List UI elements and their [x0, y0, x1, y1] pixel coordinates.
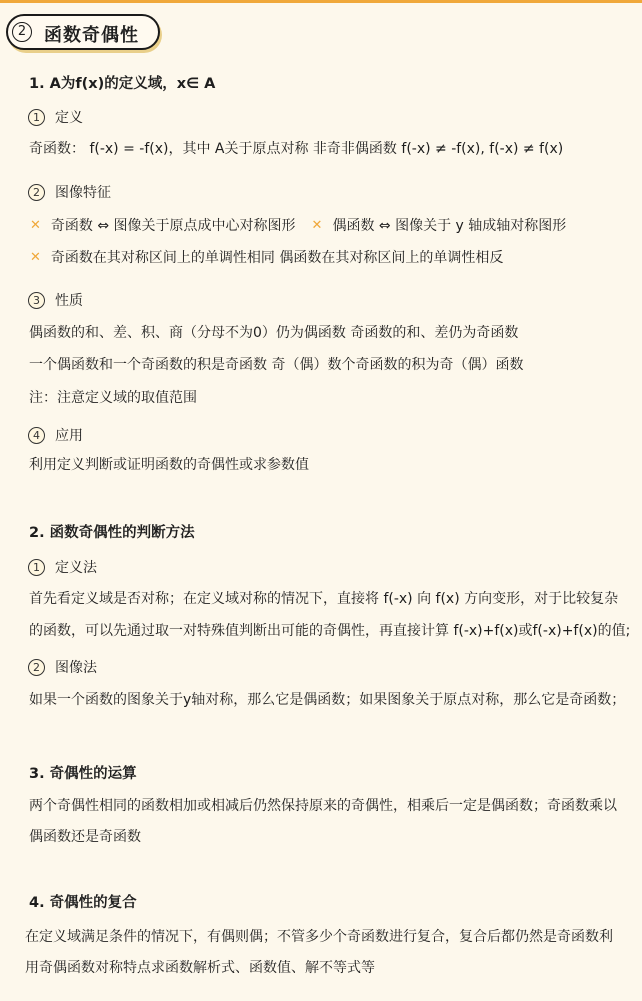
- property-line-1: 偶函数的和、差、积、商（分母不为0）仍为偶函数 奇函数的和、差仍为奇函数: [29, 325, 519, 341]
- subheading-properties: [28, 290, 83, 310]
- subheading-label: 定义: [55, 110, 83, 126]
- graph-method-line-1: 如果一个函数的图象关于y轴对称，那么它是偶函数；如果图象关于原点对称，那么它是奇函数；: [29, 692, 626, 708]
- top-border: [0, 0, 642, 3]
- circle-number: 1: [28, 559, 45, 576]
- title-pill: [6, 14, 160, 50]
- section-2-heading: 2. 函数奇偶性的判断方法: [29, 525, 195, 541]
- feature-even: 偶函数 ⇔ 图像关于 y 轴成轴对称图形: [332, 218, 567, 234]
- subheading-graph-method: [28, 657, 97, 677]
- page-title: 函数奇偶性: [44, 25, 139, 46]
- star-icon: ✕: [30, 217, 41, 233]
- section-1-heading: 1. A为f(x)的定义域，x∈ A: [29, 76, 216, 92]
- section-4-heading: 4. 奇偶性的复合: [29, 895, 137, 911]
- circle-number: 3: [28, 292, 45, 309]
- feature-line-1: [30, 215, 566, 235]
- circle-number: 2: [28, 184, 45, 201]
- definition-method-line-2: 的函数，可以先通过取一对特殊值判断出可能的奇偶性，再直接计算 f(-x)+f(x)或f(-x)+f(x)的值;: [29, 623, 631, 639]
- title-number: 2: [12, 22, 32, 42]
- star-icon: ✕: [311, 217, 323, 233]
- subheading-label: 图像特征: [55, 185, 111, 201]
- circle-number: 4: [28, 427, 45, 444]
- subheading-definition: [28, 107, 83, 127]
- composition-line-2: 用奇偶函数对称特点求函数解析式、函数值、解不等式等: [25, 960, 375, 976]
- definition-method-line-1: 首先看定义域是否对称；在定义域对称的情况下，直接将 f(-x) 向 f(x) 方向变形，对于比较复杂: [29, 591, 619, 607]
- circle-number: 1: [28, 109, 45, 126]
- subheading-label: 应用: [55, 428, 83, 444]
- subheading-definition-method: [28, 557, 97, 577]
- composition-line-1: 在定义域满足条件的情况下，有偶则偶；不管多少个奇函数进行复合，复合后都仍然是奇函数利: [25, 929, 613, 945]
- feature-line-2: [30, 247, 503, 267]
- subheading-application: [28, 425, 83, 445]
- definition-text: 奇函数： f(-x) = -f(x)，其中 A关于原点对称 非奇非偶函数 f(-x) ≠ -f(x), f(-x) ≠ f(x): [29, 141, 564, 157]
- subheading-label: 图像法: [55, 660, 97, 676]
- property-note: 注：注意定义域的取值范围: [29, 390, 197, 406]
- operation-line-2: 偶函数还是奇函数: [29, 829, 141, 845]
- application-text: 利用定义判断或证明函数的奇偶性或求参数值: [29, 457, 309, 473]
- subheading-label: 性质: [55, 293, 83, 309]
- subheading-graph-features: [28, 182, 111, 202]
- feature-monotonic: 奇函数在其对称区间上的单调性相同 偶函数在其对称区间上的单调性相反: [50, 250, 504, 266]
- operation-line-1: 两个奇偶性相同的函数相加或相减后仍然保持原来的奇偶性，相乘后一定是偶函数；奇函数乘以: [29, 798, 617, 814]
- property-line-2: 一个偶函数和一个奇函数的积是奇函数 奇（偶）数个奇函数的积为奇（偶）函数: [29, 357, 524, 373]
- subheading-label: 定义法: [55, 560, 97, 576]
- star-icon: ✕: [30, 249, 41, 265]
- feature-odd: 奇函数 ⇔ 图像关于原点成中心对称图形: [50, 218, 296, 234]
- section-3-heading: 3. 奇偶性的运算: [29, 766, 137, 782]
- circle-number: 2: [28, 659, 45, 676]
